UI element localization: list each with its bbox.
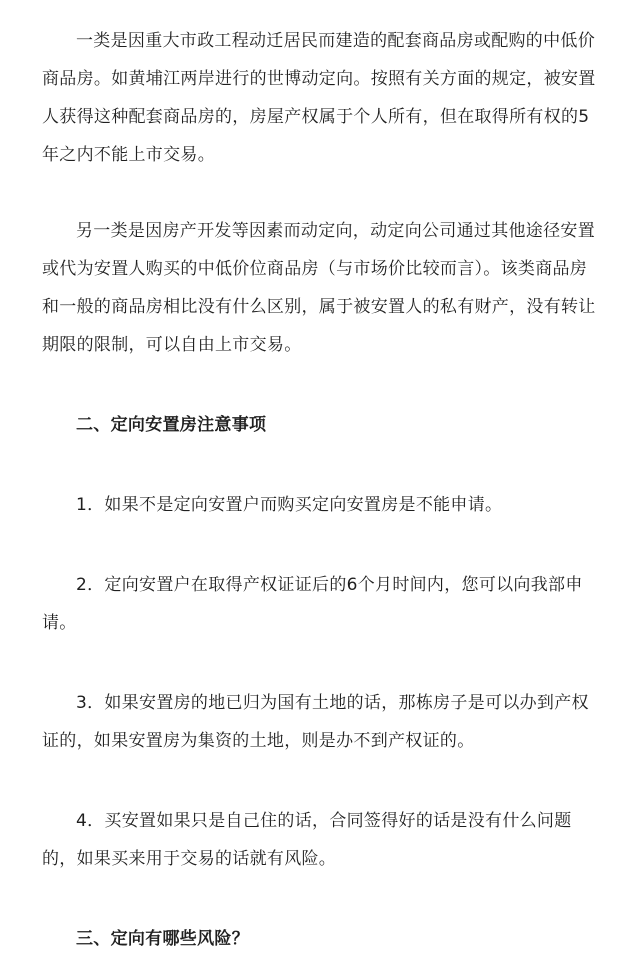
paragraph-type-two: 另一类是因房产开发等因素而动定向，动定向公司通过其他途径安置或代为安置人购买的中低价位商品房（与市场价比较而言）。该类商品房和一般的商品房相比没有什么区别，属于被安置人的私有财产，没有转让期限的限制，可以自由上市交易。 bbox=[42, 221, 596, 355]
spacer bbox=[42, 364, 604, 406]
spacer bbox=[42, 444, 604, 486]
spacer bbox=[42, 878, 604, 920]
note-item-3: 3．如果安置房的地已归为国有土地的话，那栋房子是可以办到产权证的，如果安置房为集资的土地，则是办不到产权证的。 bbox=[42, 693, 589, 751]
paragraph-type-one: 一类是因重大市政工程动迁居民而建造的配套商品房或配购的中低价商品房。如黄埔江两岸进行的世博动定向。按照有关方面的规定，被安置人获得这种配套商品房的，房屋产权属于个人所有，但在取得所有权的5年之内不能上市交易。 bbox=[42, 31, 596, 165]
section-heading-notes: 二、定向安置房注意事项 bbox=[76, 415, 267, 435]
note-item-2: 2．定向安置户在取得产权证证后的6个月时间内，您可以向我部申请。 bbox=[42, 575, 583, 633]
note-item-4: 4．买安置如果只是自己住的话，合同签得好的话是没有什么问题的，如果买来用于交易的话就有风险。 bbox=[42, 811, 572, 869]
note-item-1: 1．如果不是定向安置户而购买定向安置房是不能申请。 bbox=[76, 495, 503, 515]
article-body bbox=[42, 22, 604, 958]
spacer bbox=[42, 174, 604, 212]
spacer bbox=[42, 760, 604, 802]
spacer bbox=[42, 642, 604, 684]
section-heading-risks: 三、定向有哪些风险？ bbox=[76, 929, 249, 949]
spacer bbox=[42, 524, 604, 566]
